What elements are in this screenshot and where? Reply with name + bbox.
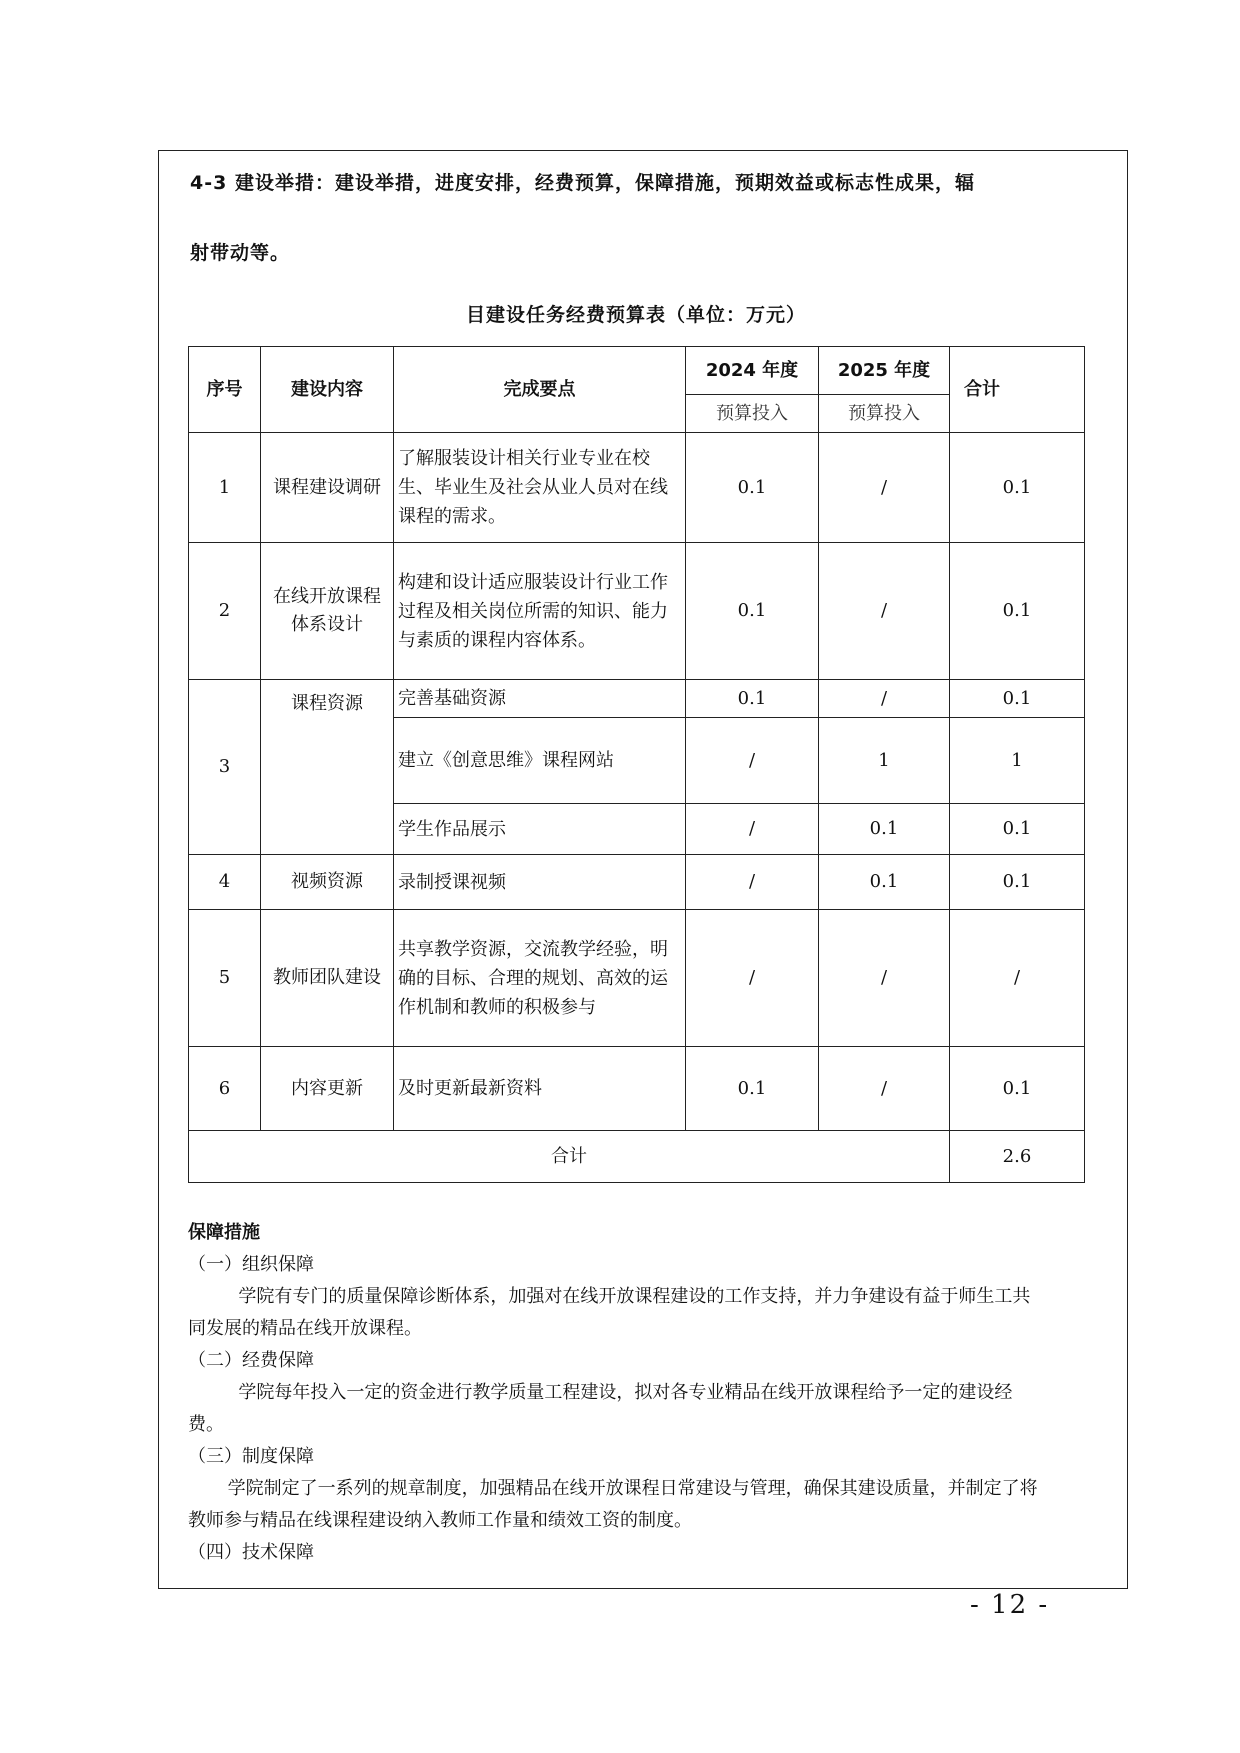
guarantee-title: 保障措施 [188,1222,260,1243]
row-2024: 0.1 [686,1047,819,1131]
row-total: 0.1 [950,1047,1085,1131]
row-no: 2 [189,543,261,680]
guarantee-section [188,1217,1048,1569]
header-content: 建设内容 [261,347,394,433]
row-total: 0.1 [950,855,1085,910]
header-total: 合计 [950,347,1085,433]
guarantee-text-1: 学院有专门的质量保障诊断体系，加强对在线开放课程建设的工作支持，并力争建设有益于师生工共同发展的精品在线开放课程。 [188,1286,1031,1339]
table-row [189,543,1085,680]
row-content: 在线开放课程体系设计 [261,543,394,680]
row-2025: 0.1 [819,855,950,910]
row-2025: / [819,680,950,718]
row-total: / [950,910,1085,1047]
header-2025: 2025 年度 [819,347,950,395]
table-header-row [189,347,1085,395]
row-total: 0.1 [950,433,1085,543]
guarantee-heading-1: （一）组织保障 [188,1254,314,1275]
row-points: 共享教学资源，交流教学经验，明确的目标、合理的规划、高效的运作机制和教师的积极参与 [394,910,686,1047]
guarantee-heading-3: （三）制度保障 [188,1446,314,1467]
page-number: - 12 - [970,1590,1050,1620]
table-row [189,680,1085,718]
row-no: 6 [189,1047,261,1131]
budget-table [188,346,1085,1183]
row-2024: 0.1 [686,543,819,680]
row-total: 0.1 [950,543,1085,680]
row-total: 1 [950,718,1085,804]
row-no: 3 [189,680,261,855]
row-2025: / [819,910,950,1047]
row-2025: / [819,1047,950,1131]
header-budget-2025: 预算投入 [819,395,950,433]
guarantee-text-3: 学院制定了一系列的规章制度，加强精品在线开放课程日常建设与管理，确保其建设质量，并制定了将教师参与精品在线课程建设纳入教师工作量和绩效工资的制度。 [188,1478,1038,1531]
row-points: 录制授课视频 [394,855,686,910]
sum-label: 合计 [189,1131,950,1183]
header-budget-2024: 预算投入 [686,395,819,433]
row-points: 构建和设计适应服装设计行业工作过程及相关岗位所需的知识、能力与素质的课程内容体系。 [394,543,686,680]
row-2025: 1 [819,718,950,804]
row-2024: / [686,910,819,1047]
row-no: 1 [189,433,261,543]
row-no: 5 [189,910,261,1047]
row-content: 内容更新 [261,1047,394,1131]
row-content: 教师团队建设 [261,910,394,1047]
table-row [189,1047,1085,1131]
row-points: 及时更新最新资料 [394,1047,686,1131]
row-points: 建立《创意思维》课程网站 [394,718,686,804]
guarantee-heading-4: （四）技术保障 [188,1542,314,1563]
intro-line-2: 射带动等。 [190,242,291,264]
table-caption: 目建设任务经费预算表（单位：万元） [465,304,806,326]
header-2024: 2024 年度 [686,347,819,395]
row-total: 0.1 [950,680,1085,718]
table-row [189,855,1085,910]
intro-line-1: 4-3 建设举措：建设举措，进度安排，经费预算，保障措施，预期效益或标志性成果，辐 [190,172,975,194]
row-content: 课程建设调研 [261,433,394,543]
row-2024: 0.1 [686,680,819,718]
row-points: 学生作品展示 [394,804,686,855]
row-2025: 0.1 [819,804,950,855]
guarantee-heading-2: （二）经费保障 [188,1350,314,1371]
sum-value: 2.6 [950,1131,1085,1183]
row-2024: / [686,855,819,910]
table-sum-row [189,1131,1085,1183]
row-2024: / [686,804,819,855]
row-2025: / [819,433,950,543]
table-row [189,910,1085,1047]
header-no: 序号 [189,347,261,433]
row-content: 课程资源 [261,680,394,855]
header-points: 完成要点 [394,347,686,433]
row-2024: / [686,718,819,804]
row-content: 视频资源 [261,855,394,910]
row-2025: / [819,543,950,680]
guarantee-text-2: 学院每年投入一定的资金进行教学质量工程建设，拟对各专业精品在线开放课程给予一定的建设经费。 [188,1382,1013,1435]
table-row [189,433,1085,543]
row-total: 0.1 [950,804,1085,855]
row-points: 了解服装设计相关行业专业在校生、毕业生及社会从业人员对在线课程的需求。 [394,433,686,543]
row-2024: 0.1 [686,433,819,543]
row-no: 4 [189,855,261,910]
row-points: 完善基础资源 [394,680,686,718]
